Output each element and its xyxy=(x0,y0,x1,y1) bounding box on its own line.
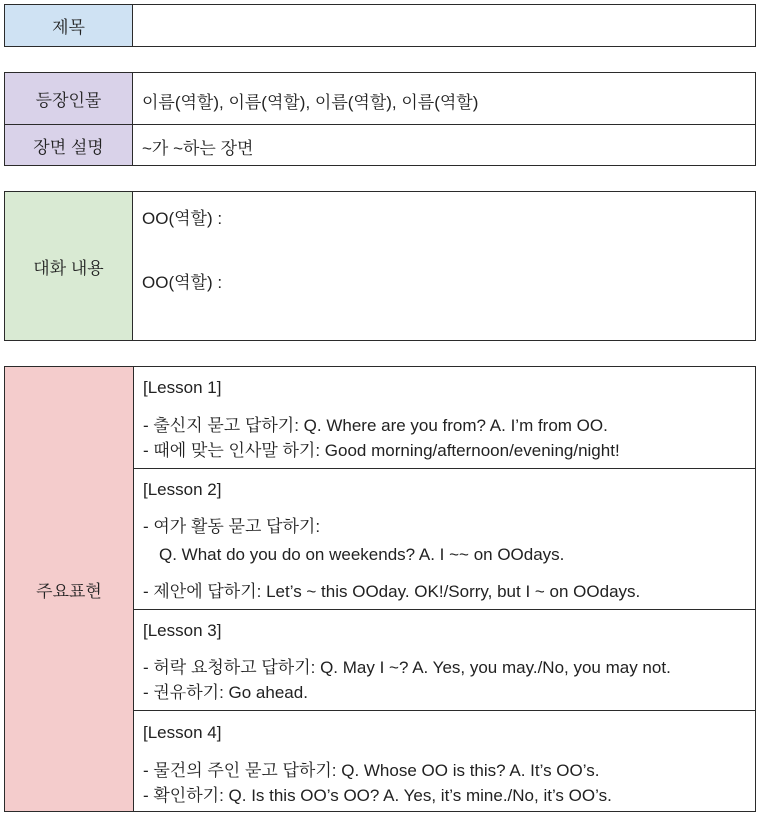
lesson-line: - 여가 활동 묻고 답하기: xyxy=(143,517,321,536)
lesson-cell-2[interactable] xyxy=(134,469,755,609)
lesson-line: - 출신지 묻고 답하기: Q. Where are you from? A. I’m from OO. xyxy=(143,416,608,435)
dialogue-line: OO(역할) : xyxy=(142,273,223,292)
scene-value: ~가 ~하는 장면 xyxy=(142,139,254,158)
title-label-cell xyxy=(5,5,132,46)
scene-value-cell[interactable] xyxy=(133,125,755,165)
title-value-cell[interactable] xyxy=(133,5,755,46)
lesson-heading: [Lesson 1] xyxy=(143,378,222,397)
scene-label: 장면 설명 xyxy=(33,137,104,157)
lesson-line: - 확인하기: Q. Is this OO’s OO? A. Yes, it’s mine./No, it’s OO’s. xyxy=(143,786,612,805)
expressions-label: 주요표현 xyxy=(36,581,102,601)
lesson-line: - 권유하기: Go ahead. xyxy=(143,683,308,702)
lesson-cell-4[interactable] xyxy=(134,711,755,811)
lesson-heading: [Lesson 3] xyxy=(143,621,222,640)
characters-value: 이름(역할), 이름(역할), 이름(역할), 이름(역할) xyxy=(142,93,479,112)
lesson-heading: [Lesson 4] xyxy=(143,723,222,742)
expressions-table xyxy=(4,366,756,812)
dialogue-content-cell[interactable] xyxy=(133,192,755,340)
dialogue-label-cell xyxy=(5,192,132,340)
dialogue-line: OO(역할) : xyxy=(142,209,223,228)
lesson-line: - 허락 요청하고 답하기: Q. May I ~? A. Yes, you may./No, you may not. xyxy=(143,658,671,677)
lesson-line: Q. What do you do on weekends? A. I ~~ on OOdays. xyxy=(159,545,565,564)
expressions-label-cell xyxy=(5,367,133,811)
lesson-cell-1[interactable] xyxy=(134,367,755,468)
characters-scene-table xyxy=(4,72,756,166)
lesson-cell-3[interactable] xyxy=(134,610,755,710)
lesson-line: - 때에 맞는 인사말 하기: Good morning/afternoon/evening/night! xyxy=(143,441,620,460)
dialogue-label: 대화 내용 xyxy=(33,258,104,278)
lesson-heading: [Lesson 2] xyxy=(143,480,222,499)
lesson-line: - 물건의 주인 묻고 답하기: Q. Whose OO is this? A. It’s OO’s. xyxy=(143,761,600,780)
lesson-line: - 제안에 답하기: Let’s ~ this OOday. OK!/Sorry, but I ~ on OOdays. xyxy=(143,582,641,601)
dialogue-table xyxy=(4,191,756,341)
title-label: 제목 xyxy=(52,18,85,37)
scene-label-cell xyxy=(5,125,132,165)
title-table xyxy=(4,4,756,47)
characters-label: 등장인물 xyxy=(35,91,102,110)
characters-value-cell[interactable] xyxy=(133,73,755,124)
characters-label-cell xyxy=(5,73,132,124)
